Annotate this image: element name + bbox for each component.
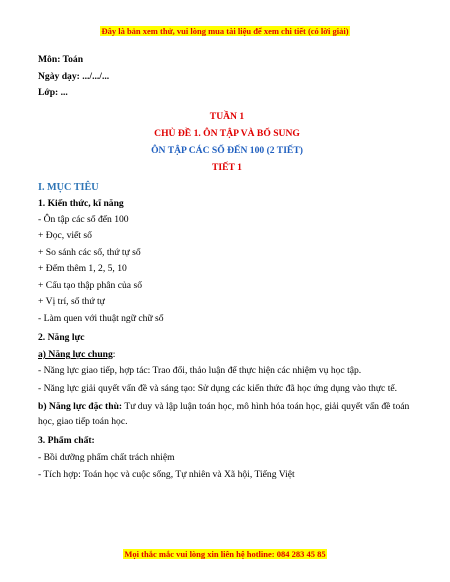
list-item: + Vị trí, số thứ tự [38,296,105,307]
paragraph-specific-competence [38,399,416,429]
hotline-banner [0,549,450,559]
list-item: + Đếm thêm 1, 2, 5, 10 [38,263,127,274]
class-line: Lớp: ... [38,87,68,98]
general-competence-colon: : [112,349,116,360]
preview-banner [0,26,450,36]
hotline-banner-text: Mọi thắc mắc vui lòng xin liên hệ hotline: 084 283 45 85 [124,549,326,559]
general-competence-heading [38,346,416,363]
week-title: TUẦN 1 [209,110,245,122]
list-item: + So sánh các số, thứ tự số [38,246,141,258]
period-title: TIẾT 1 [212,161,242,173]
specific-competence-label: b) Năng lực đặc thù: [38,401,123,412]
lesson-title: ÔN TẬP CÁC SỐ ĐẾN 100 (2 TIẾT) [151,144,303,156]
list-item: + Cấu tạo thập phân của số [38,279,142,291]
document-body [38,52,416,483]
list-item: - Làm quen với thuật ngữ chữ số [38,312,164,324]
specific-competence-text: Tư duy và lập luận toán học, mô hình hóa toán học, giải quyết vấn đề toán học, giao tiếp toán học. [38,401,410,427]
general-competence-label: a) Năng lực chung [38,349,113,360]
competence-heading: 2. Năng lực [38,332,85,343]
topic-title: CHỦ ĐỀ 1. ÔN TẬP VÀ BỔ SUNG [154,127,300,139]
list-item: - Bồi dưỡng phẩm chất trách nhiệm [38,452,175,463]
knowledge-heading: 1. Kiến thức, kĩ năng [38,197,124,209]
paragraph-problem-solving: - Năng lực giải quyết vấn đề và sáng tạo: Sử dụng các kiến thức đã học ứng dụng vào thực tế. [38,383,398,394]
qualities-heading: 3. Phẩm chất: [38,435,95,446]
preview-banner-text: Đây là bản xem thử, vui lòng mua tài liệu để xem chi tiết (có lời giải) [101,26,349,36]
subject-line: Môn: Toán [38,54,84,65]
list-item: + Đọc, viết số [38,230,92,241]
section-objectives-heading: I. MỤC TIÊU [38,181,99,193]
list-item: - Tích hợp: Toán học và cuộc sống, Tự nhiên và Xã hội, Tiếng Việt [38,469,295,480]
paragraph-communication: - Năng lực giao tiếp, hợp tác: Trao đổi, thảo luận để thực hiện các nhiệm vụ học tập. [38,365,362,376]
list-item: - Ôn tập các số đến 100 [38,213,129,225]
date-line: Ngày dạy: .../.../... [38,70,110,82]
